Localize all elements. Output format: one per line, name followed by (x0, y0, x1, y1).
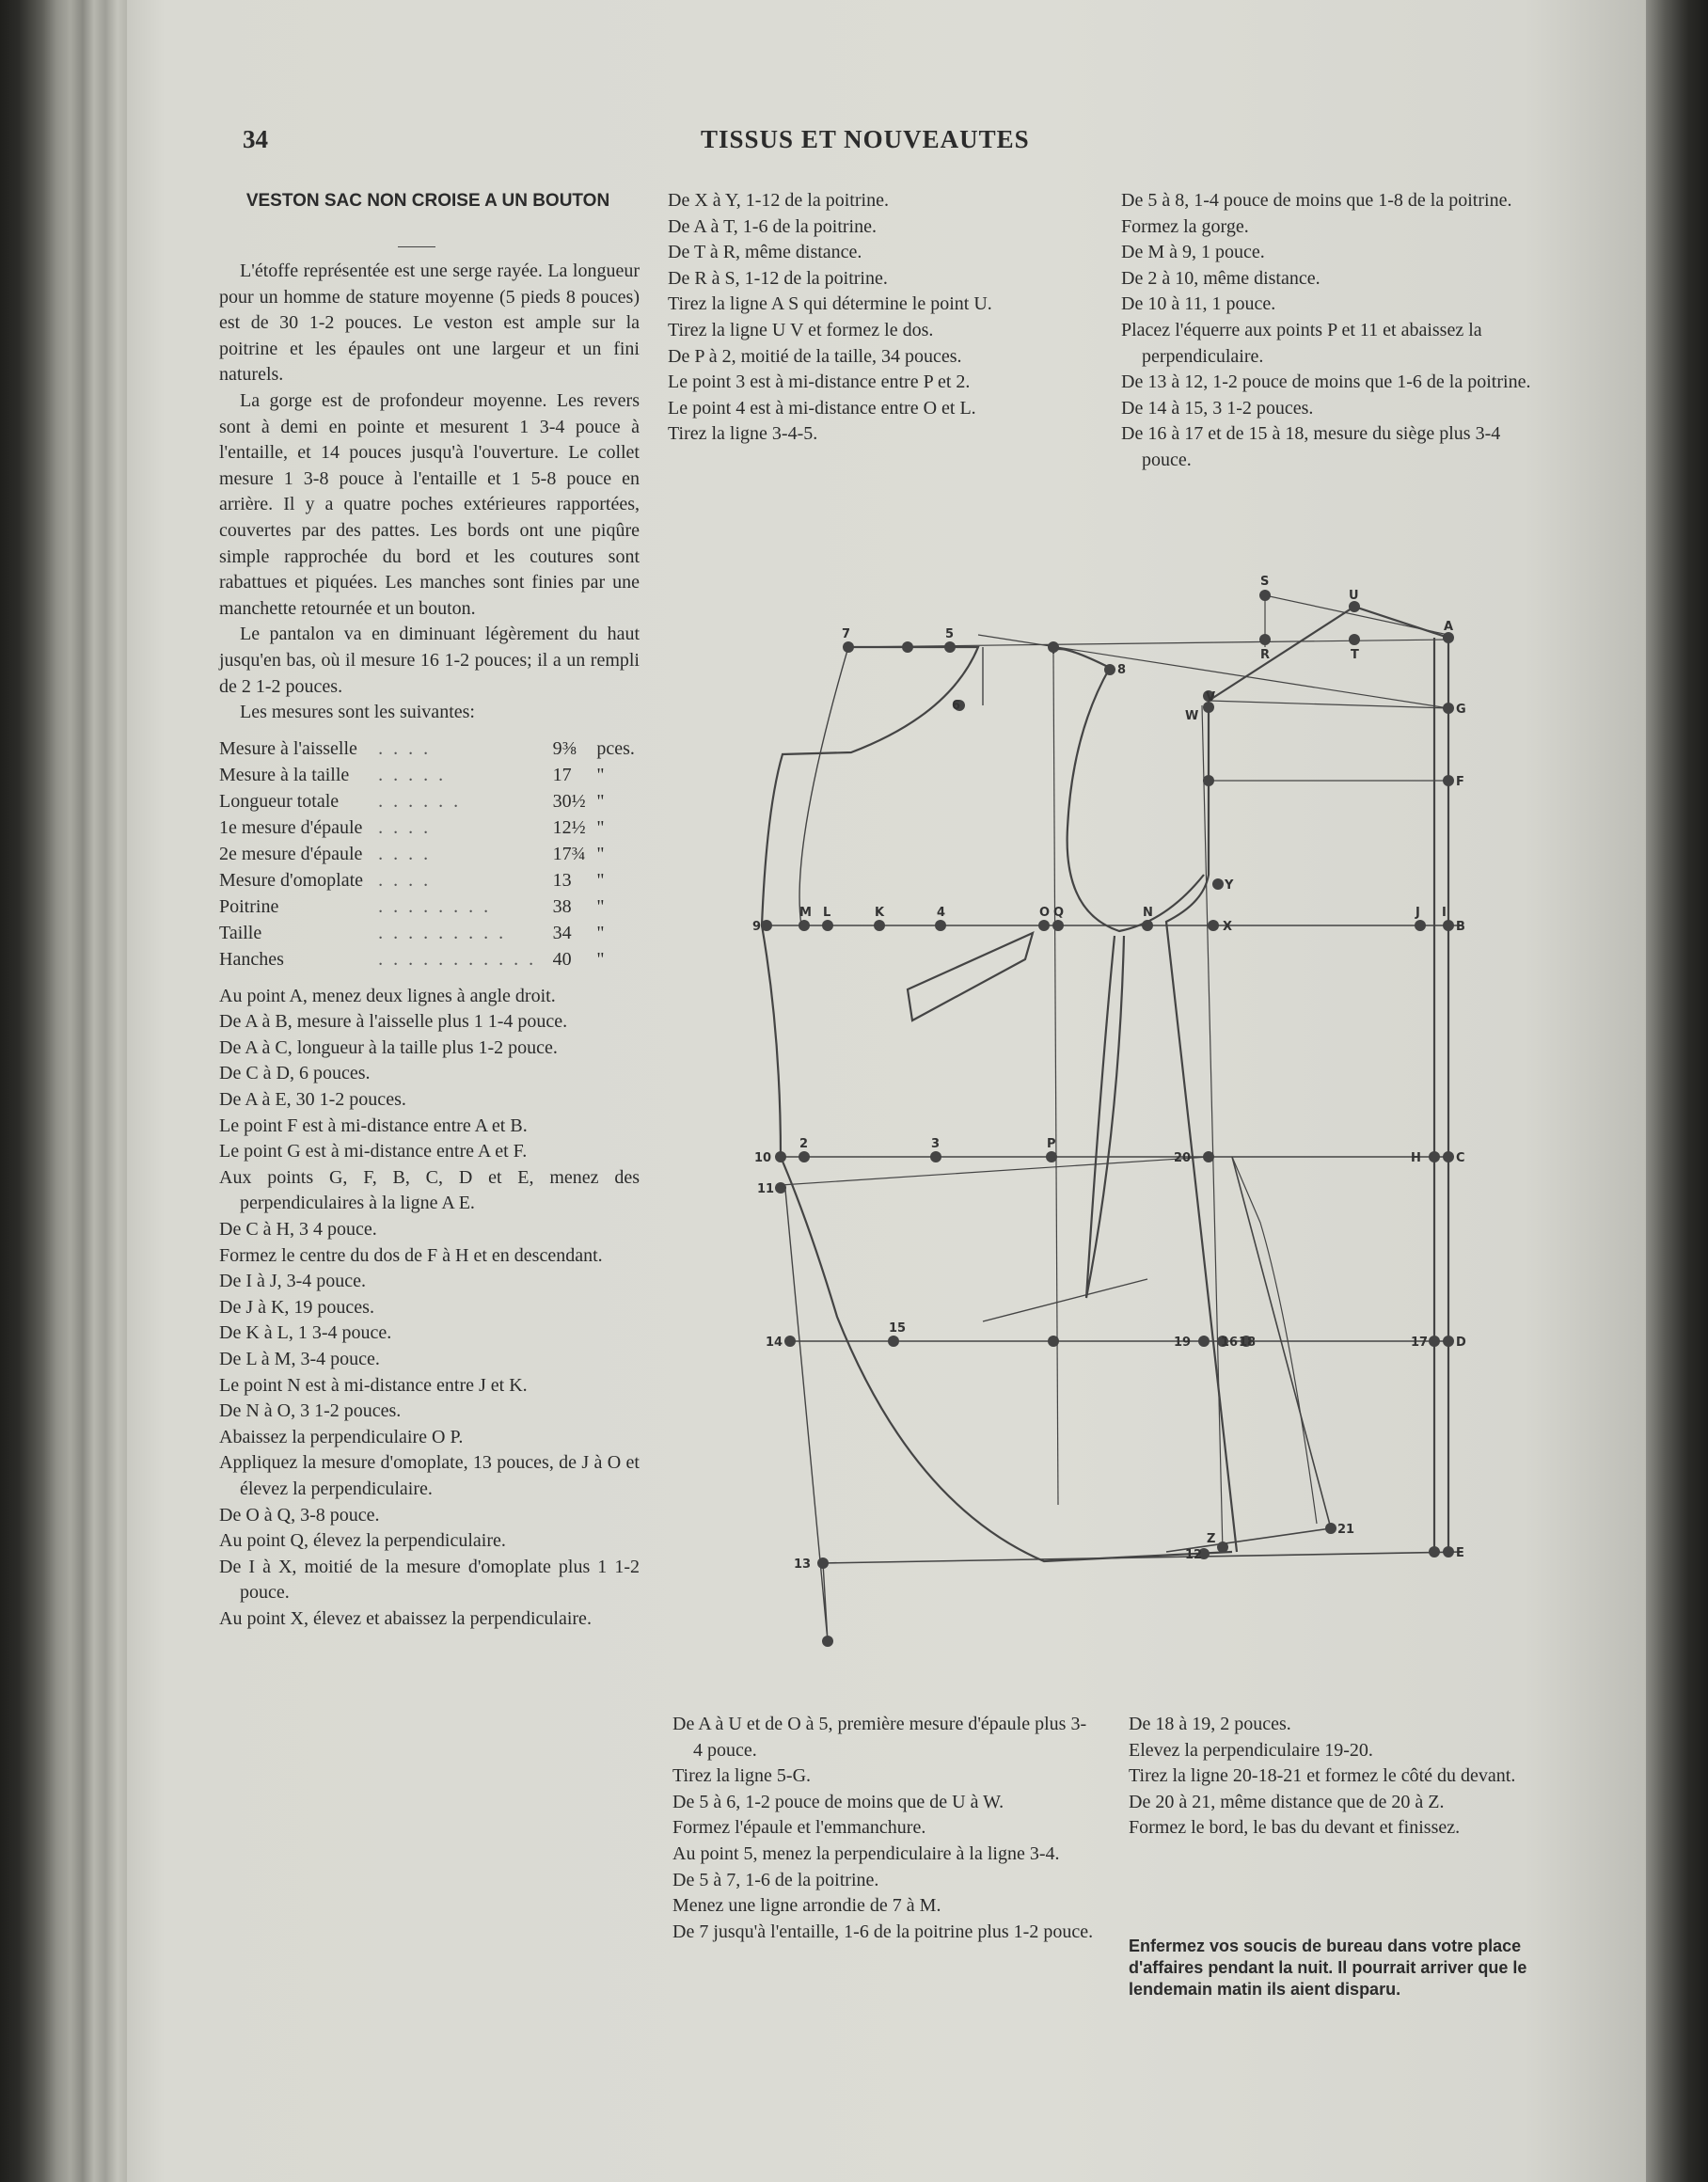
column-3-top (1121, 188, 1552, 474)
instruction-step: Formez le centre du dos de F à H et en descendant. (219, 1244, 603, 1266)
article-title: VESTON SAC NON CROISE A UN BOUTON (245, 191, 610, 211)
diagram-label: I (1442, 906, 1447, 920)
diagram-label: 18 (1239, 1336, 1257, 1350)
measure-row (219, 814, 640, 841)
instruction-step: Tirez la ligne A S qui détermine le point U. (668, 293, 992, 315)
page-number: 34 (243, 125, 268, 153)
instruction-step: Au point 5, menez la perpendiculaire à la ligne 3-4. (672, 1842, 1060, 1864)
instruction-step: De A à E, 30 1-2 pouces. (219, 1089, 406, 1111)
measure-label: Mesure d'omoplate (219, 869, 364, 891)
diagram-label: 16 (1221, 1336, 1239, 1350)
diagram-label: D (1456, 1336, 1466, 1350)
instruction-step: De I à X, moitié de la mesure d'omoplate plus 1 1-2 pouce. (219, 1556, 640, 1604)
measure-unit: " (596, 790, 605, 812)
measure-value: 9⅜ (552, 737, 577, 759)
instruction-step: Menez une ligne arrondie de 7 à M. (672, 1895, 941, 1917)
instruction-step: De 13 à 12, 1-2 pouce de moins que 1-6 de la poitrine. (1121, 372, 1531, 393)
instruction-step: De J à K, 19 pouces. (219, 1296, 374, 1318)
instruction-step: De O à Q, 3-8 pouce. (219, 1504, 380, 1526)
instruction-step: Au point A, menez deux lignes à angle droit. (219, 985, 556, 1006)
footer-notice: Enfermez vos soucis de bureau dans votre place d'affaires pendant la nuit. Il pourrait arriver que le lendemain matin ils aient disparu. (1129, 1937, 1527, 1999)
intro-paragraph: La gorge est de profondeur moyenne. Les revers sont à demi en pointe et mesurent 1 3-4 pouce à l'entaille, et 14 pouces jusqu'à l'ouverture. Le collet mesure 1 3-8 pouce à l'entaille et 1 5-8 pouce en arrière. Il y a quatre poches extérieures rapportées, couvertes par des pattes. Les bords ont une piqûre simple rapprochée du bord et les coutures sont rabattues et piquées. Les manches sont finies par une manchette retournée et un bouton. (219, 389, 640, 619)
diagram-label: B (1456, 920, 1465, 934)
measure-label: Taille (219, 922, 262, 943)
instruction-step: De T à R, même distance. (668, 242, 862, 263)
instruction-step: De 2 à 10, même distance. (1121, 267, 1321, 289)
diagram-label: E (1456, 1546, 1464, 1560)
instruction-step: De A à C, longueur à la taille plus 1-2 pouce. (219, 1036, 558, 1058)
instruction-step: De P à 2, moitié de la taille, 34 pouces. (668, 345, 962, 367)
instruction-step: De A à B, mesure à l'aisselle plus 1 1-4 pouce. (219, 1011, 568, 1033)
diagram-label: N (1143, 906, 1153, 920)
diagram-label: 12 (1185, 1548, 1203, 1562)
measure-row (219, 920, 640, 946)
instruction-step: Abaissez la perpendiculaire O P. (219, 1426, 464, 1447)
page-edge-shadow (1646, 0, 1708, 2182)
measure-dots: . . . . . . . . . . . (378, 948, 537, 970)
column-1 (219, 259, 640, 1633)
diagram-label: 4 (937, 906, 946, 920)
diagram-label: 19 (1174, 1336, 1192, 1350)
measure-label: 2e mesure d'épaule (219, 843, 363, 864)
measure-value: 17 (552, 764, 572, 785)
diagram-label: 5 (945, 627, 955, 641)
measure-label: Mesure à la taille (219, 764, 350, 785)
measure-label: Poitrine (219, 895, 279, 917)
diagram-label: G (1456, 703, 1466, 717)
running-head: TISSUS ET NOUVEAUTES (701, 125, 1030, 153)
diagram-label: 17 (1411, 1336, 1429, 1350)
intro-paragraph: Les mesures sont les suivantes: (240, 702, 475, 723)
measure-row (219, 735, 640, 762)
diagram-label: 3 (931, 1137, 941, 1151)
instruction-step: Tirez la ligne 3-4-5. (668, 423, 818, 445)
instruction-step: Formez l'épaule et l'emmanchure. (672, 1817, 926, 1839)
diagram-label: M (799, 906, 812, 920)
instruction-step: De 5 à 8, 1-4 pouce de moins que 1-8 de la poitrine. (1121, 190, 1512, 211)
instruction-step: Appliquez la mesure d'omoplate, 13 pouces, de J à O et élevez la perpendiculaire. (219, 1452, 640, 1499)
instruction-step: De 10 à 11, 1 pouce. (1121, 293, 1276, 315)
measure-value: 38 (552, 895, 572, 917)
column-2-bottom (672, 1712, 1096, 1945)
measure-dots: . . . . (378, 869, 432, 891)
instruction-step: Tirez la ligne U V et formez le dos. (668, 319, 934, 340)
measure-row (219, 788, 640, 814)
diagram-label: C (1456, 1151, 1465, 1165)
measure-label: 1e mesure d'épaule (219, 816, 363, 838)
diagram-label: L (823, 906, 831, 920)
instruction-step: De 16 à 17 et de 15 à 18, mesure du siège plus 3-4 pouce. (1121, 423, 1501, 470)
instruction-step: De C à H, 3 4 pouce. (219, 1219, 377, 1241)
diagram-label: J (1415, 906, 1420, 920)
measure-value: 30½ (552, 790, 586, 812)
measure-value: 34 (552, 922, 572, 943)
pattern-diagram (752, 564, 1486, 1655)
steps-list (219, 984, 640, 1633)
diagram-label: 13 (794, 1557, 812, 1572)
measure-value: 13 (552, 869, 572, 891)
instruction-step: Tirez la ligne 5-G. (672, 1765, 812, 1787)
measure-value: 40 (552, 948, 572, 970)
diagram-label: T (1351, 648, 1359, 662)
instruction-step: Tirez la ligne 20-18-21 et formez le côté du devant. (1129, 1765, 1516, 1787)
instruction-step: De R à S, 1-12 de la poitrine. (668, 267, 888, 289)
diagram-label: X (1223, 920, 1233, 934)
instruction-step: Le point 3 est à mi-distance entre P et 2. (668, 372, 971, 393)
instruction-step: De M à 9, 1 pouce. (1121, 242, 1265, 263)
instruction-step: Elevez la perpendiculaire 19-20. (1129, 1739, 1373, 1761)
instruction-step: De 20 à 21, même distance que de 20 à Z. (1129, 1791, 1445, 1812)
instruction-step: Formez le bord, le bas du devant et finissez. (1129, 1817, 1461, 1839)
measure-dots: . . . . . (378, 764, 447, 785)
instruction-step: De K à L, 1 3-4 pouce. (219, 1322, 392, 1344)
measures-table (219, 735, 640, 972)
diagram-label: F (1456, 775, 1464, 789)
measure-dots: . . . . . . . . (378, 895, 492, 917)
diagram-label: 9 (752, 920, 762, 934)
instruction-step: De A à T, 1-6 de la poitrine. (668, 215, 877, 237)
instruction-step: Formez la gorge. (1121, 215, 1249, 237)
diagram-label: H (1411, 1151, 1421, 1165)
diagram-label: 2 (799, 1137, 809, 1151)
intro-paragraph: Le pantalon va en diminuant légèrement du haut jusqu'en bas, où il mesure 16 1-2 pouces; il a un rempli de 2 1-2 pouces. (219, 624, 640, 697)
column-2-top (668, 188, 1091, 448)
diagram-label: O (1039, 906, 1051, 920)
measure-unit: " (596, 922, 605, 943)
diagram-label: Y (1225, 878, 1234, 893)
measure-unit: " (596, 948, 605, 970)
diagram-label: 7 (842, 627, 851, 641)
instruction-step: De I à J, 3-4 pouce. (219, 1271, 367, 1292)
diagram-label: W (1185, 709, 1199, 723)
diagram-label: 8 (1117, 663, 1127, 677)
diagram-label: 10 (754, 1151, 772, 1165)
measure-row (219, 893, 640, 920)
instruction-step: De 5 à 6, 1-2 pouce de moins que de U à W. (672, 1791, 1004, 1812)
measure-unit: " (596, 764, 605, 785)
measure-dots: . . . . (378, 816, 432, 838)
instruction-step: Placez l'équerre aux points P et 11 et abaissez la perpendiculaire. (1121, 319, 1482, 367)
title-rule (398, 246, 435, 247)
intro-paragraph: L'étoffe représentée est une serge rayée. La longueur pour un homme de stature moyenne (5 pieds 8 pouces) est de 30 1-2 pouces. Le veston est ample sur la poitrine et les épaules ont une largeur et un fini naturels. (219, 261, 640, 386)
instruction-step: De 5 à 7, 1-6 de la poitrine. (672, 1869, 879, 1890)
measure-row (219, 867, 640, 893)
instruction-step: Le point 4 est à mi-distance entre O et L. (668, 397, 976, 419)
measure-row (219, 762, 640, 788)
measure-label: Mesure à l'aisselle (219, 737, 357, 759)
measure-unit: " (596, 869, 605, 891)
instruction-step: Le point N est à mi-distance entre J et K. (219, 1374, 528, 1396)
instruction-step: Aux points G, F, B, C, D et E, menez des perpendiculaires à la ligne A E. (219, 1166, 640, 1214)
instruction-step: De 14 à 15, 3 1-2 pouces. (1121, 397, 1314, 419)
measure-unit: " (596, 895, 605, 917)
measure-dots: . . . . (378, 843, 432, 864)
instruction-step: De 7 jusqu'à l'entaille, 1-6 de la poitrine plus 1-2 pouce. (672, 1921, 1094, 1942)
instruction-step: Le point F est à mi-distance entre A et B. (219, 1115, 528, 1136)
measure-unit: " (596, 816, 605, 838)
diagram-label: K (875, 906, 885, 920)
diagram-label: 11 (757, 1182, 775, 1196)
diagram-label: V (1206, 690, 1216, 704)
measure-dots: . . . . (378, 737, 432, 759)
instruction-step: De 18 à 19, 2 pouces. (1129, 1714, 1291, 1734)
measure-value: 17¾ (552, 843, 586, 864)
diagram-label: U (1349, 589, 1359, 603)
instruction-step: De C à D, 6 pouces. (219, 1063, 371, 1084)
diagram-label: 14 (766, 1336, 783, 1350)
diagram-label: 6 (952, 699, 961, 713)
book-spine-shadow (0, 0, 127, 2182)
instruction-step: Le point G est à mi-distance entre A et F. (219, 1141, 528, 1162)
column-3-bottom (1129, 1712, 1557, 1842)
diagram-label: 15 (889, 1321, 907, 1336)
diagram-label: Z (1207, 1532, 1216, 1546)
measure-unit: " (596, 843, 605, 864)
instruction-step: Au point Q, élevez la perpendiculaire. (219, 1530, 506, 1552)
diagram-label: 21 (1337, 1523, 1355, 1537)
measure-row (219, 841, 640, 867)
instruction-step: Au point X, élevez et abaissez la perpendiculaire. (219, 1607, 592, 1629)
diagram-label: P (1047, 1137, 1056, 1151)
diagram-label: Q (1053, 906, 1065, 920)
diagram-label: 20 (1174, 1151, 1192, 1165)
measure-label: Longueur totale (219, 790, 340, 812)
measure-value: 12½ (552, 816, 586, 838)
measure-dots: . . . . . . (378, 790, 462, 812)
measure-unit: pces. (596, 737, 635, 759)
instruction-step: De X à Y, 1-12 de la poitrine. (668, 190, 889, 211)
instruction-step: De L à M, 3-4 pouce. (219, 1349, 380, 1369)
diagram-label: A (1444, 620, 1454, 634)
diagram-label: S (1260, 575, 1270, 589)
instruction-step: De N à O, 3 1-2 pouces. (219, 1400, 402, 1422)
instruction-step: De A à U et de O à 5, première mesure d'épaule plus 3-4 pouce. (672, 1714, 1087, 1761)
measure-label: Hanches (219, 948, 284, 970)
measure-row (219, 946, 640, 972)
diagram-label: R (1260, 648, 1271, 662)
measure-dots: . . . . . . . . . (378, 922, 507, 943)
